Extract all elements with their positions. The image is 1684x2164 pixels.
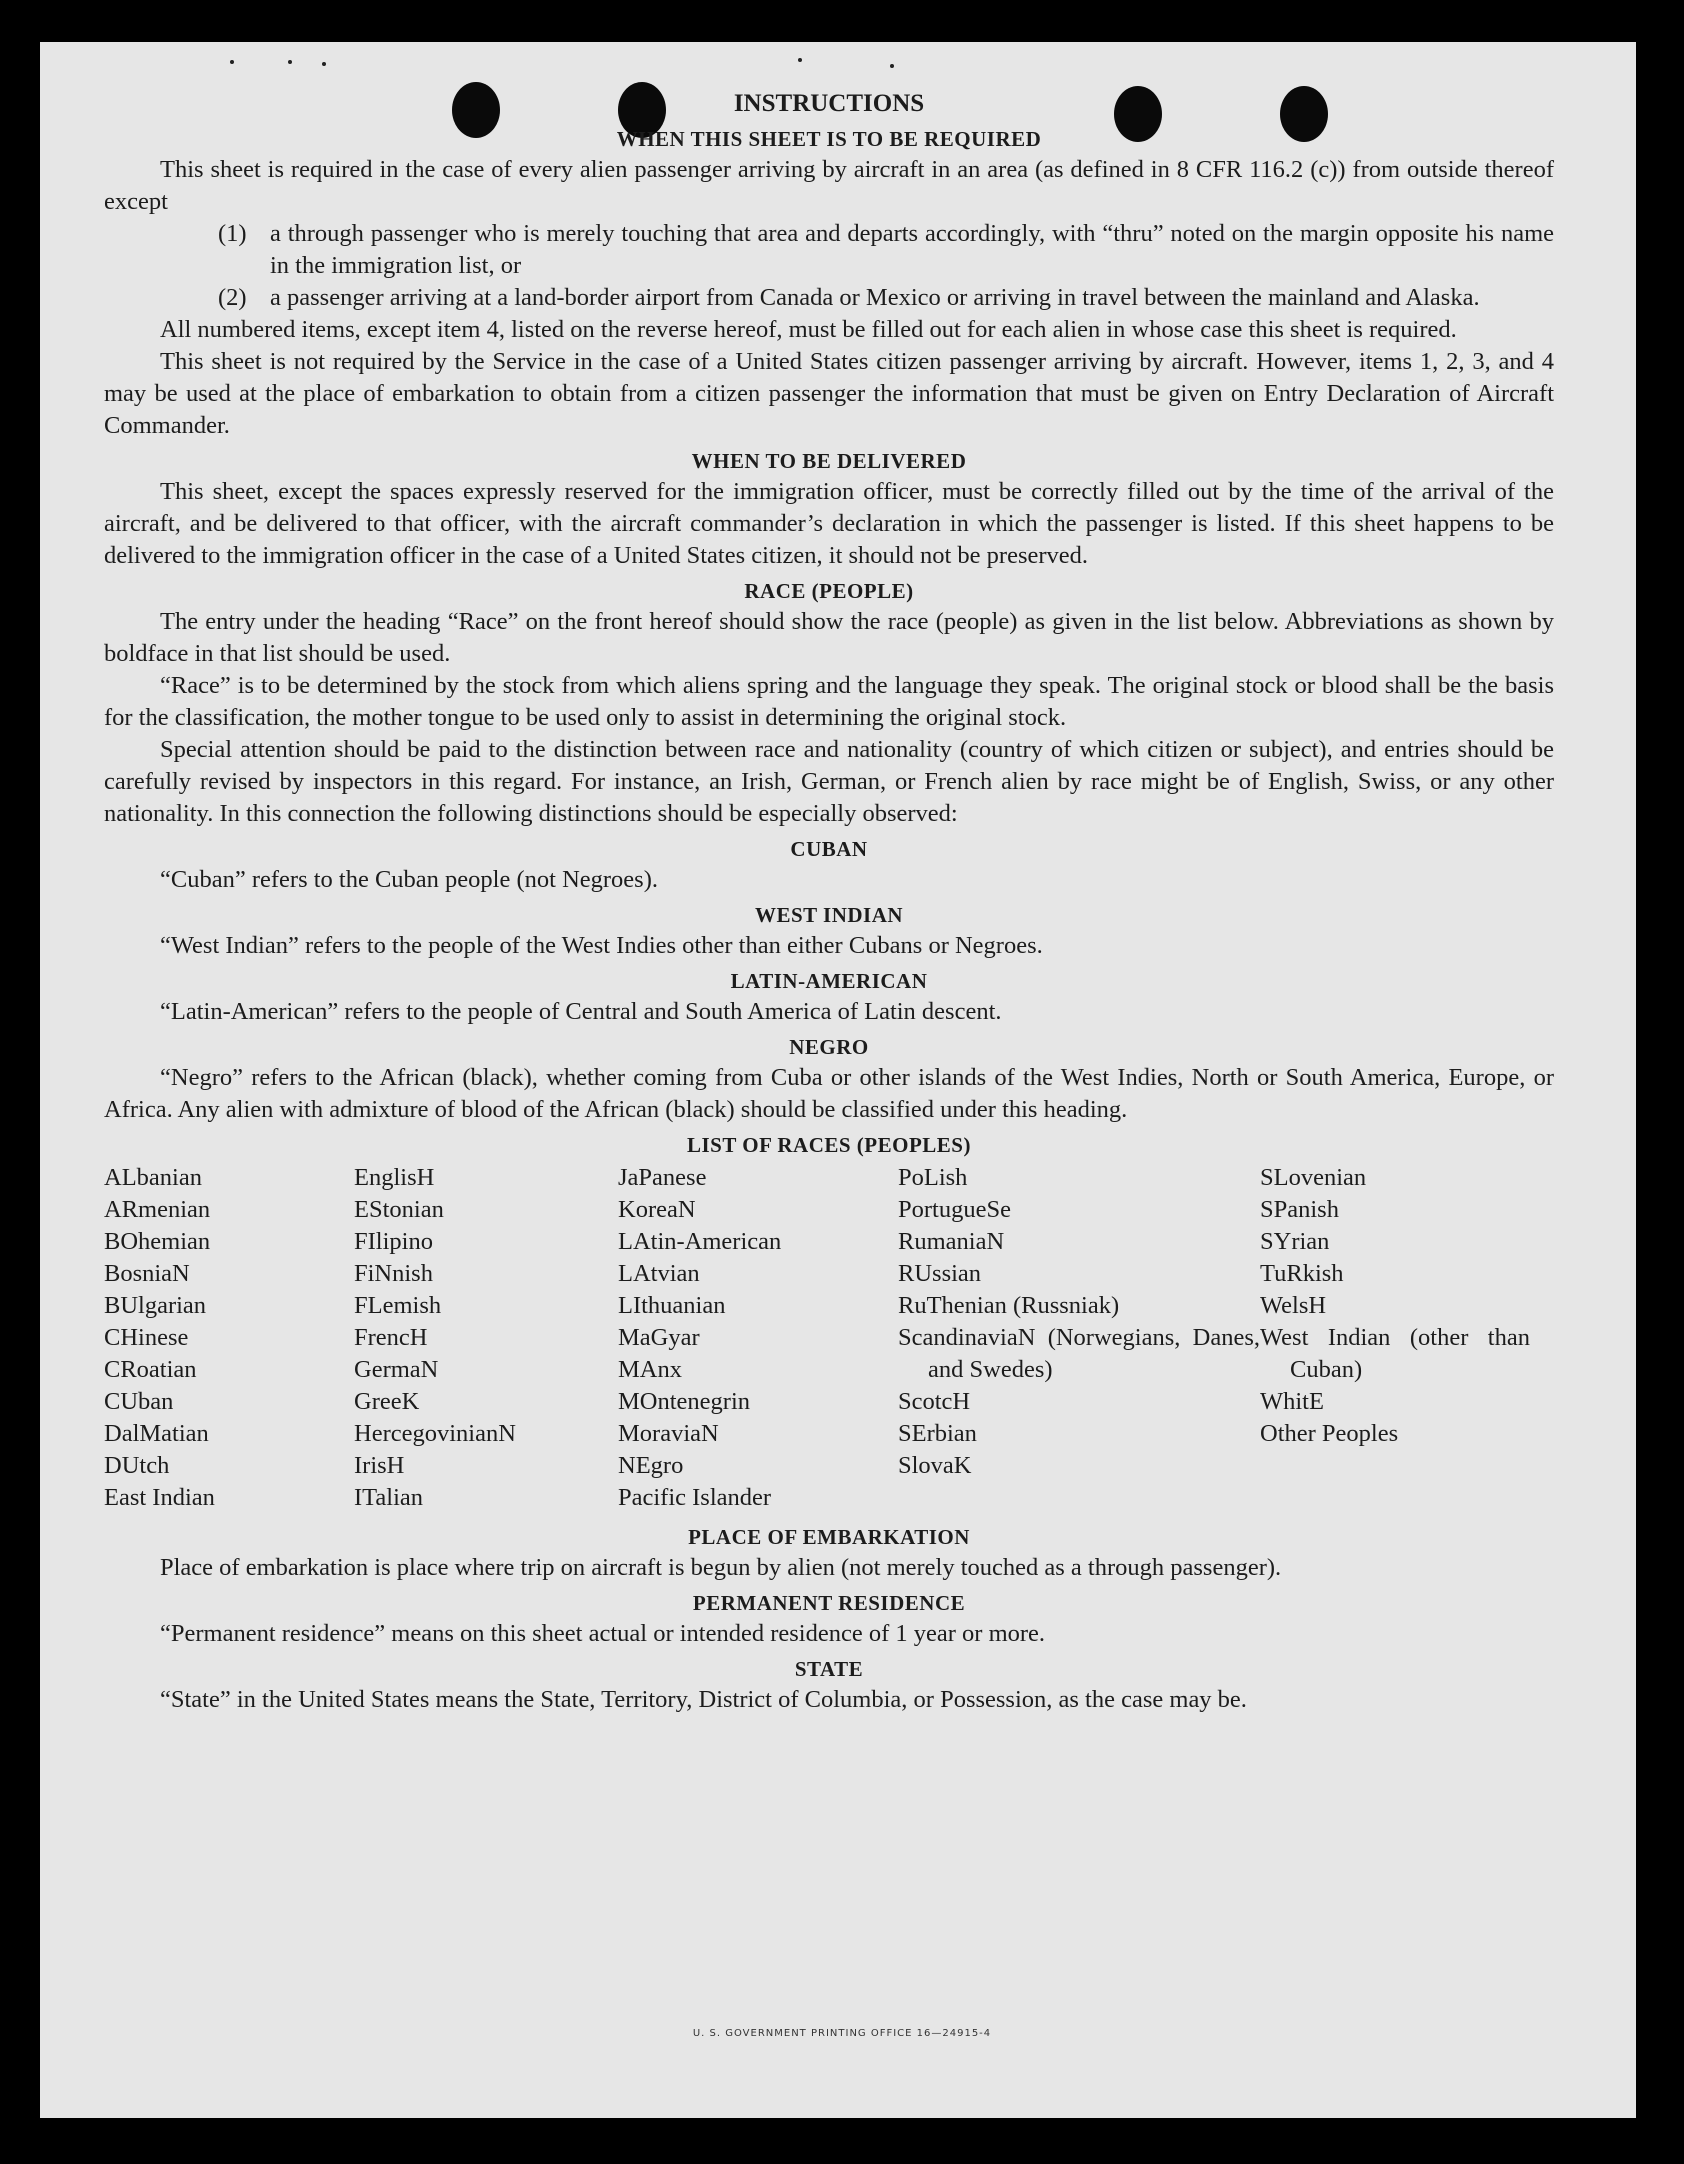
race-entry: ALbanian (104, 1164, 202, 1191)
race-entry: GreeK (354, 1388, 420, 1415)
section-heading: LATIN-AMERICAN (730, 969, 928, 993)
race-entry: IrisH (354, 1452, 405, 1479)
race-list (104, 1162, 1554, 1514)
instructions-content (104, 88, 1554, 1716)
race-entry: RumaniaN (898, 1228, 1005, 1255)
race-entry: EnglisH (354, 1164, 435, 1191)
race-entry: Other Peoples (1260, 1420, 1399, 1447)
race-entry: RUssian (898, 1260, 982, 1287)
race-entry: CHinese (104, 1324, 189, 1351)
speck (230, 60, 234, 64)
item-text: a passenger arriving at a land-border airport from Canada or Mexico or arriving in travel between the mainland and Alaska. (270, 284, 1480, 311)
paragraph: “Race” is to be determined by the stock from which aliens spring and the language they speak. The original stock or blood shall be the basis for the classification, the mother tongue to be used only to assist in determining the original stock. (104, 672, 1554, 731)
page-title: INSTRUCTIONS (733, 90, 925, 117)
race-entry: DalMatian (104, 1420, 209, 1447)
paragraph: “West Indian” refers to the people of the West Indies other than either Cubans or Negroes. (160, 932, 1043, 959)
race-entry: FiNnish (354, 1260, 433, 1287)
race-entry: BosniaN (104, 1260, 190, 1287)
race-entry: FLemish (354, 1292, 442, 1319)
race-entry: FIlipino (354, 1228, 433, 1255)
section-heading: CUBAN (790, 837, 868, 861)
paragraph: “Permanent residence” means on this sheet actual or intended residence of 1 year or more. (160, 1620, 1046, 1647)
paragraph: All numbered items, except item 4, listed on the reverse hereof, must be filled out for each alien in whose case this sheet is required. (160, 316, 1457, 343)
race-entry: PoLish (898, 1164, 968, 1191)
paragraph: This sheet is required in the case of every alien passenger arriving by aircraft in an area (as defined in 8 CFR 116.2 (c)) from outside thereof except (104, 156, 1554, 215)
race-entry: MaGyar (618, 1324, 700, 1351)
paragraph: “Latin-American” refers to the people of Central and South America of Latin descent. (160, 998, 1002, 1025)
race-entry: East Indian (104, 1484, 215, 1511)
paragraph: This sheet, except the spaces expressly reserved for the immigration officer, must be correctly filled out by the time of the arrival of the aircraft, and be delivered to that officer, with the aircraft commander’s declaration in which the passenger is listed. If this sheet happens to be delivered to the immigration officer in the case of a United States citizen, it should not be preserved. (104, 478, 1554, 569)
section-heading: LIST OF RACES (PEOPLES) (687, 1133, 971, 1157)
race-entry: MAnx (618, 1356, 682, 1383)
race-entry: ScandinaviaN (Norwegians, Danes, and Swedes) (898, 1324, 1260, 1383)
exception-item (104, 218, 1554, 282)
section-heading: WHEN TO BE DELIVERED (691, 449, 967, 473)
paragraph: “Negro” refers to the African (black), whether coming from Cuba or other islands of the West Indies, North or South America, Europe, or Africa. Any alien with admixture of blood of the African (black) should be classified under this heading. (104, 1064, 1554, 1123)
race-entry: SlovaK (898, 1452, 972, 1479)
race-entry: LAtin-American (618, 1228, 782, 1255)
race-entry: West Indian (other than Cuban) (1260, 1324, 1530, 1383)
race-column (618, 1162, 898, 1514)
section-heading: STATE (794, 1657, 864, 1681)
race-entry: ITalian (354, 1484, 424, 1511)
race-entry: MoraviaN (618, 1420, 719, 1447)
race-entry: TuRkish (1260, 1260, 1344, 1287)
race-entry: KoreaN (618, 1196, 696, 1223)
exception-item (104, 282, 1554, 314)
race-entry: HercegovinianN (354, 1420, 516, 1447)
race-entry: Pacific Islander (618, 1484, 772, 1511)
race-entry: MOntenegrin (618, 1388, 750, 1415)
paragraph: “Cuban” refers to the Cuban people (not Negroes). (160, 866, 658, 893)
printer-imprint: U. S. GOVERNMENT PRINTING OFFICE 16—24915-4 (692, 2028, 992, 2039)
item-text: a through passenger who is merely touching that area and departs accordingly, with “thru” noted on the margin opposite his name in the immigration list, or (270, 220, 1554, 279)
race-entry: CUban (104, 1388, 174, 1415)
race-entry: NEgro (618, 1452, 684, 1479)
race-entry: SPanish (1260, 1196, 1339, 1223)
race-entry: WelsH (1260, 1292, 1327, 1319)
race-entry: SLovenian (1260, 1164, 1367, 1191)
race-entry: JaPanese (618, 1164, 707, 1191)
race-entry: LAtvian (618, 1260, 700, 1287)
race-entry: WhitE (1260, 1388, 1324, 1415)
race-entry: BUlgarian (104, 1292, 207, 1319)
race-column (354, 1162, 618, 1514)
item-number: (2) (218, 284, 247, 311)
race-entry: ScotcH (898, 1388, 971, 1415)
paragraph: The entry under the heading “Race” on the front hereof should show the race (people) as given in the list below. Abbreviations as shown by boldface in that list should be used. (104, 608, 1554, 667)
race-entry: FrencH (354, 1324, 428, 1351)
paragraph: This sheet is not required by the Service in the case of a United States citizen passenger arriving by aircraft. However, items 1, 2, 3, and 4 may be used at the place of embarkation to obtain from a citizen passenger the information that must be given on Entry Declaration of Aircraft Commander. (104, 348, 1554, 439)
speck (288, 60, 292, 64)
section-heading: NEGRO (789, 1035, 869, 1059)
item-number: (1) (218, 220, 247, 247)
paragraph: Place of embarkation is place where trip on aircraft is begun by alien (not merely touched as a through passenger). (160, 1554, 1282, 1581)
race-entry: ARmenian (104, 1196, 211, 1223)
race-entry: EStonian (354, 1196, 444, 1223)
race-entry: PortugueSe (898, 1196, 1011, 1223)
section-heading: PLACE OF EMBARKATION (688, 1525, 970, 1549)
race-entry: GermaN (354, 1356, 439, 1383)
section-heading: WEST INDIAN (754, 903, 904, 927)
race-entry: SYrian (1260, 1228, 1330, 1255)
race-column (1260, 1162, 1530, 1514)
section-heading: WHEN THIS SHEET IS TO BE REQUIRED (616, 127, 1042, 151)
race-entry: BOhemian (104, 1228, 211, 1255)
race-column (104, 1162, 354, 1514)
speck (890, 64, 894, 68)
race-entry: DUtch (104, 1452, 170, 1479)
paragraph: “State” in the United States means the State, Territory, District of Columbia, or Possession, as the case may be. (160, 1686, 1247, 1713)
speck (798, 58, 802, 62)
race-entry: SErbian (898, 1420, 977, 1447)
race-entry: LIthuanian (618, 1292, 726, 1319)
paragraph: Special attention should be paid to the distinction between race and nationality (country of which citizen or subject), and entries should be carefully revised by inspectors in this regard. For instance, an Irish, German, or French alien by race might be of English, Swiss, or any other nationality. In this connection the following distinctions should be especially observed: (104, 736, 1554, 827)
section-heading: RACE (PEOPLE) (744, 579, 914, 603)
race-column (898, 1162, 1260, 1514)
race-entry: RuThenian (Russniak) (898, 1292, 1120, 1319)
race-entry: CRoatian (104, 1356, 197, 1383)
section-heading: PERMANENT RESIDENCE (692, 1591, 966, 1615)
speck (322, 62, 326, 66)
